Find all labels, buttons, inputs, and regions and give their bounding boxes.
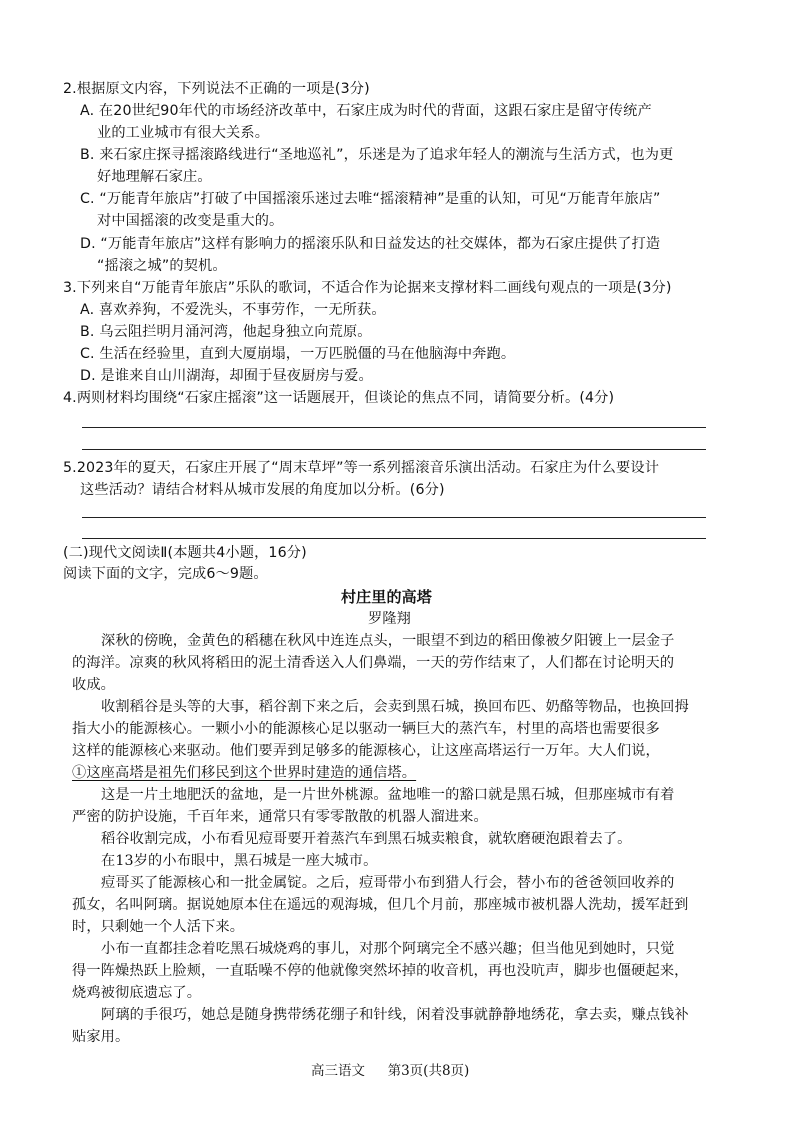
q5-answer-line-1 [82, 517, 706, 518]
article-p2-line1: 收割稻谷是头等的大事，稻谷割下来之后，会卖到黑石城，换回布匹、奶酪等物品，也换回拇 [101, 699, 689, 715]
q4-answer-line-2 [82, 449, 706, 450]
q2-option-b-line1: B. 来石家庄探寻摇滚路线进行“圣地巡礼”，乐迷是为了追求年轻人的潮流与生活方式，也为更 [80, 147, 674, 163]
article-title: 村庄里的高塔 [341, 588, 432, 606]
q2-stem: 2.根据原文内容，下列说法不正确的一项是(3分) [63, 81, 370, 97]
article-p1-line3: 收成。 [72, 677, 116, 693]
footer [311, 1059, 469, 1079]
article-p2-line3: 这样的能源核心来驱动。他们要弄到足够多的能源核心，让这座高塔运行一万年。大人们说， [72, 743, 660, 759]
q3-option-b: B. 乌云阻拦明月涌河湾，他起身独立向荒原。 [80, 324, 372, 340]
q2-option-c-line1: C. “万能青年旅店”打破了中国摇滚乐迷过去唯“摇滚精神”是重的认知，可见“万能青年旅店” [80, 191, 661, 207]
q3-option-d: D. 是谁来自山川湖海，却囿于昼夜厨房与爱。 [80, 368, 373, 384]
article-p1-line2: 的海洋。凉爽的秋风将稻田的泥土清香送入人们鼻端，一天的劳作结束了，人们都在讨论明天的 [72, 655, 675, 671]
q3-stem: 3.下列来自“万能青年旅店”乐队的歌词，不适合作为论据来支撑材料二画线句观点的一项是(3分) [63, 280, 672, 296]
article-author: 罗隆翔 [368, 611, 412, 627]
q5-stem-line2: 这些活动？请结合材料从城市发展的角度加以分析。(6分) [80, 482, 445, 498]
section-instruction: 阅读下面的文字，完成6～9题。 [63, 566, 268, 582]
article-p4: 稻谷收割完成，小布看见痘哥要开着蒸汽车到黑石城卖粮食，就软磨硬泡跟着去了。 [101, 831, 632, 847]
article-p7-line1: 小布一直都挂念着吃黑石城烧鸡的事儿，对那个阿璃完全不感兴趣；但当他见到她时，只觉 [101, 941, 675, 957]
q4-answer-line-1 [82, 427, 706, 428]
article-p8-line1: 阿璃的手很巧，她总是随身携带绣花绷子和针线，闲着没事就静静地绣花，拿去卖，赚点钱补 [101, 1007, 689, 1023]
q2-option-a-line2: 业的工业城市有很大关系。 [97, 125, 270, 141]
q5-answer-line-2 [82, 538, 706, 539]
q2-option-d-line1: D. “万能青年旅店”这样有影响力的摇滚乐队和日益发达的社交媒体，都为石家庄提供了打造 [80, 236, 661, 252]
article-p3-line2: 严密的防护设施，千百年来，通常只有零零散散的机器人溜进来。 [72, 809, 488, 825]
article-p2-underlined-sentence: ①这座高塔是祖先们移民到这个世界时建造的通信塔。 [72, 765, 417, 781]
article-p1-line1: 深秋的傍晚，金黄色的稻穗在秋风中连连点头，一眼望不到边的稻田像被夕阳镀上一层金子 [101, 633, 675, 649]
article-p6-line1: 痘哥买了能源核心和一批金属锭。之后，痘哥带小布到猎人行会，替小布的爸爸领回收养的 [101, 875, 675, 891]
q4-stem: 4.两则材料均围绕“石家庄摇滚”这一话题展开，但谈论的焦点不同，请简要分析。(4分) [63, 390, 615, 406]
article-p2-line2: 指大小的能源核心。一颗小小的能源核心足以驱动一辆巨大的蒸汽车，村里的高塔也需要很多 [72, 721, 660, 737]
q2-option-d-line2: “摇滚之城”的契机。 [97, 258, 227, 274]
footer-subject: 高三语文 [311, 1063, 365, 1079]
q3-option-a: A. 喜欢养狗，不爱洗头，不事劳作，一无所获。 [80, 302, 386, 318]
q2-option-c-line2: 对中国摇滚的改变是重大的。 [97, 213, 284, 229]
article-p8-line2: 贴家用。 [72, 1029, 130, 1045]
article-p6-line3: 时，只剩她一个人活下来。 [72, 919, 245, 935]
article-p5: 在13岁的小布眼中，黑石城是一座大城市。 [101, 853, 378, 869]
q3-option-c: C. 生活在经验里，直到大厦崩塌，一万匹脱僵的马在他脑海中奔跑。 [80, 346, 516, 362]
article-p7-line3: 烧鸡被彻底遗忘了。 [72, 985, 202, 1001]
q5-stem-line1: 5.2023年的夏天，石家庄开展了“周末草坪”等一系列摇滚音乐演出活动。石家庄为什么要设计 [63, 460, 660, 476]
q2-option-a-line1: A. 在20世纪90年代的市场经济改革中，石家庄成为时代的背面，这跟石家庄是留守传统产 [80, 103, 652, 119]
article-p7-line2: 得一阵燥热跃上脸颊，一直聒噪不停的他就像突然坏掉的收音机，再也没吭声，脚步也僵硬起来， [72, 963, 689, 979]
article-p6-line2: 孤女，名叫阿璃。据说她原本住在遥远的观海城，但几个月前，那座城市被机器人洗劫，援军赶到 [72, 897, 689, 913]
section-heading: (二)现代文阅读Ⅱ(本题共4小题，16分) [63, 545, 307, 561]
article-p3-line1: 这是一片土地肥沃的盆地，是一片世外桃源。盆地唯一的豁口就是黑石城，但那座城市有着 [101, 787, 675, 803]
q2-option-b-line2: 好地理解石家庄。 [97, 169, 212, 185]
footer-page-number: 第3页(共8页) [387, 1063, 470, 1079]
